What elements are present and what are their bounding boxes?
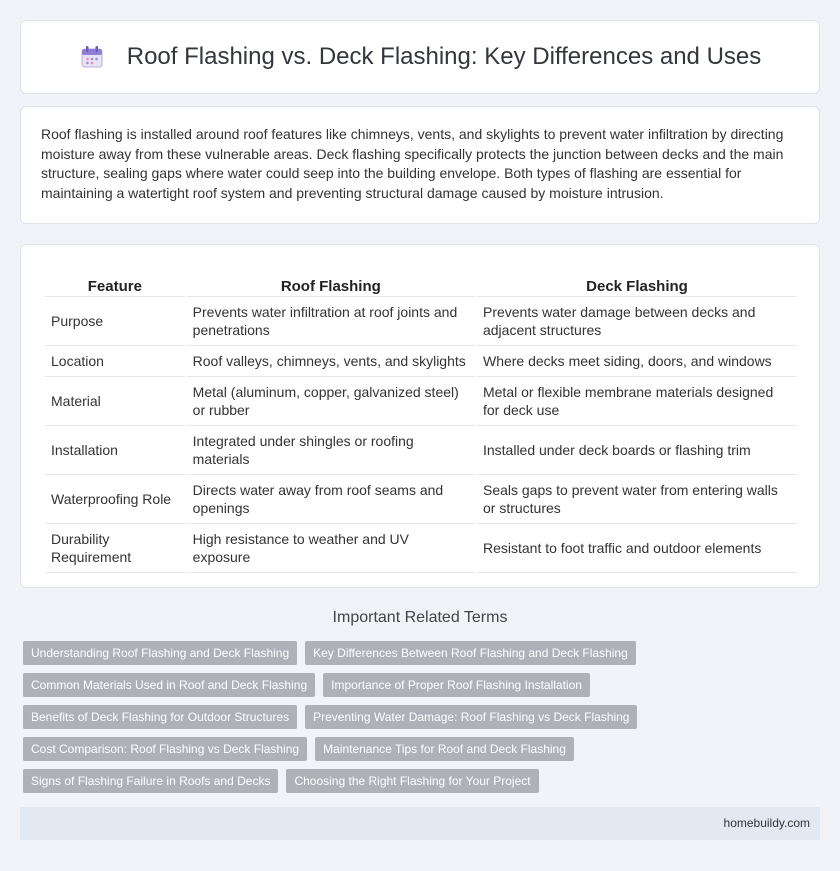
related-term-link[interactable]: Signs of Flashing Failure in Roofs and Decks	[23, 769, 278, 793]
cell-roof: High resistance to weather and UV exposure	[187, 524, 475, 573]
related-term-link[interactable]: Understanding Roof Flashing and Deck Flashing	[23, 641, 297, 665]
calendar-icon	[79, 44, 105, 70]
comparison-table	[43, 265, 799, 573]
footer	[20, 807, 820, 840]
intro-paragraph: Roof flashing is installed around roof features like chimneys, vents, and skylights to prevent water infiltration by directing moisture away from these vulnerable areas. Deck flashing specifically protects the junction between decks and the main structure, sealing gaps where water could seep into the building envelope. Both types of flashing are essential for maintaining a watertight roof system and preventing structural damage caused by moisture intrusion.	[41, 126, 784, 201]
related-term-link[interactable]: Common Materials Used in Roof and Deck Flashing	[23, 673, 315, 697]
page-title: Roof Flashing vs. Deck Flashing: Key Differences and Uses	[126, 43, 762, 70]
cell-roof: Integrated under shingles or roofing materials	[187, 426, 475, 475]
cell-deck: Installed under deck boards or flashing trim	[477, 426, 797, 475]
tag-row	[23, 641, 823, 665]
table-row	[45, 377, 797, 426]
related-term-link[interactable]: Benefits of Deck Flashing for Outdoor Structures	[23, 705, 297, 729]
related-terms-list	[23, 641, 823, 801]
cell-deck: Prevents water damage between decks and adjacent structures	[477, 297, 797, 346]
cell-feature: Material	[45, 377, 185, 426]
header-roof-flashing: Roof Flashing	[187, 265, 475, 297]
cell-deck: Resistant to foot traffic and outdoor elements	[477, 524, 797, 573]
tag-row	[23, 737, 823, 761]
cell-feature: Location	[45, 346, 185, 377]
cell-roof: Roof valleys, chimneys, vents, and skylights	[187, 346, 475, 377]
related-term-link[interactable]: Preventing Water Damage: Roof Flashing vs Deck Flashing	[305, 705, 637, 729]
cell-feature: Purpose	[45, 297, 185, 346]
table-row	[45, 475, 797, 524]
related-terms-title: Important Related Terms	[332, 609, 508, 626]
cell-deck: Where decks meet siding, doors, and windows	[477, 346, 797, 377]
related-term-link[interactable]: Maintenance Tips for Roof and Deck Flashing	[315, 737, 574, 761]
cell-roof: Metal (aluminum, copper, galvanized steel) or rubber	[187, 377, 475, 426]
title-card	[20, 20, 820, 94]
table-header-row	[45, 265, 797, 297]
related-term-link[interactable]: Importance of Proper Roof Flashing Installation	[323, 673, 590, 697]
cell-feature: Durability Requirement	[45, 524, 185, 573]
comparison-table-card	[20, 244, 820, 588]
cell-feature: Installation	[45, 426, 185, 475]
cell-roof: Directs water away from roof seams and openings	[187, 475, 475, 524]
cell-deck: Metal or flexible membrane materials designed for deck use	[477, 377, 797, 426]
title-wrap	[79, 43, 762, 71]
table-row	[45, 297, 797, 346]
header-deck-flashing: Deck Flashing	[477, 265, 797, 297]
intro-card	[20, 106, 820, 224]
related-term-link[interactable]: Cost Comparison: Roof Flashing vs Deck Flashing	[23, 737, 307, 761]
related-term-link[interactable]: Key Differences Between Roof Flashing and Deck Flashing	[305, 641, 636, 665]
related-term-link[interactable]: Choosing the Right Flashing for Your Project	[286, 769, 538, 793]
table-row	[45, 524, 797, 573]
cell-feature: Waterproofing Role	[45, 475, 185, 524]
tag-row	[23, 769, 823, 793]
cell-deck: Seals gaps to prevent water from entering walls or structures	[477, 475, 797, 524]
table-row	[45, 426, 797, 475]
header-feature: Feature	[45, 265, 185, 297]
cell-roof: Prevents water infiltration at roof joints and penetrations	[187, 297, 475, 346]
footer-site-link[interactable]: homebuildy.com	[723, 816, 810, 830]
tag-row	[23, 705, 823, 729]
table-row	[45, 346, 797, 377]
tag-row	[23, 673, 823, 697]
